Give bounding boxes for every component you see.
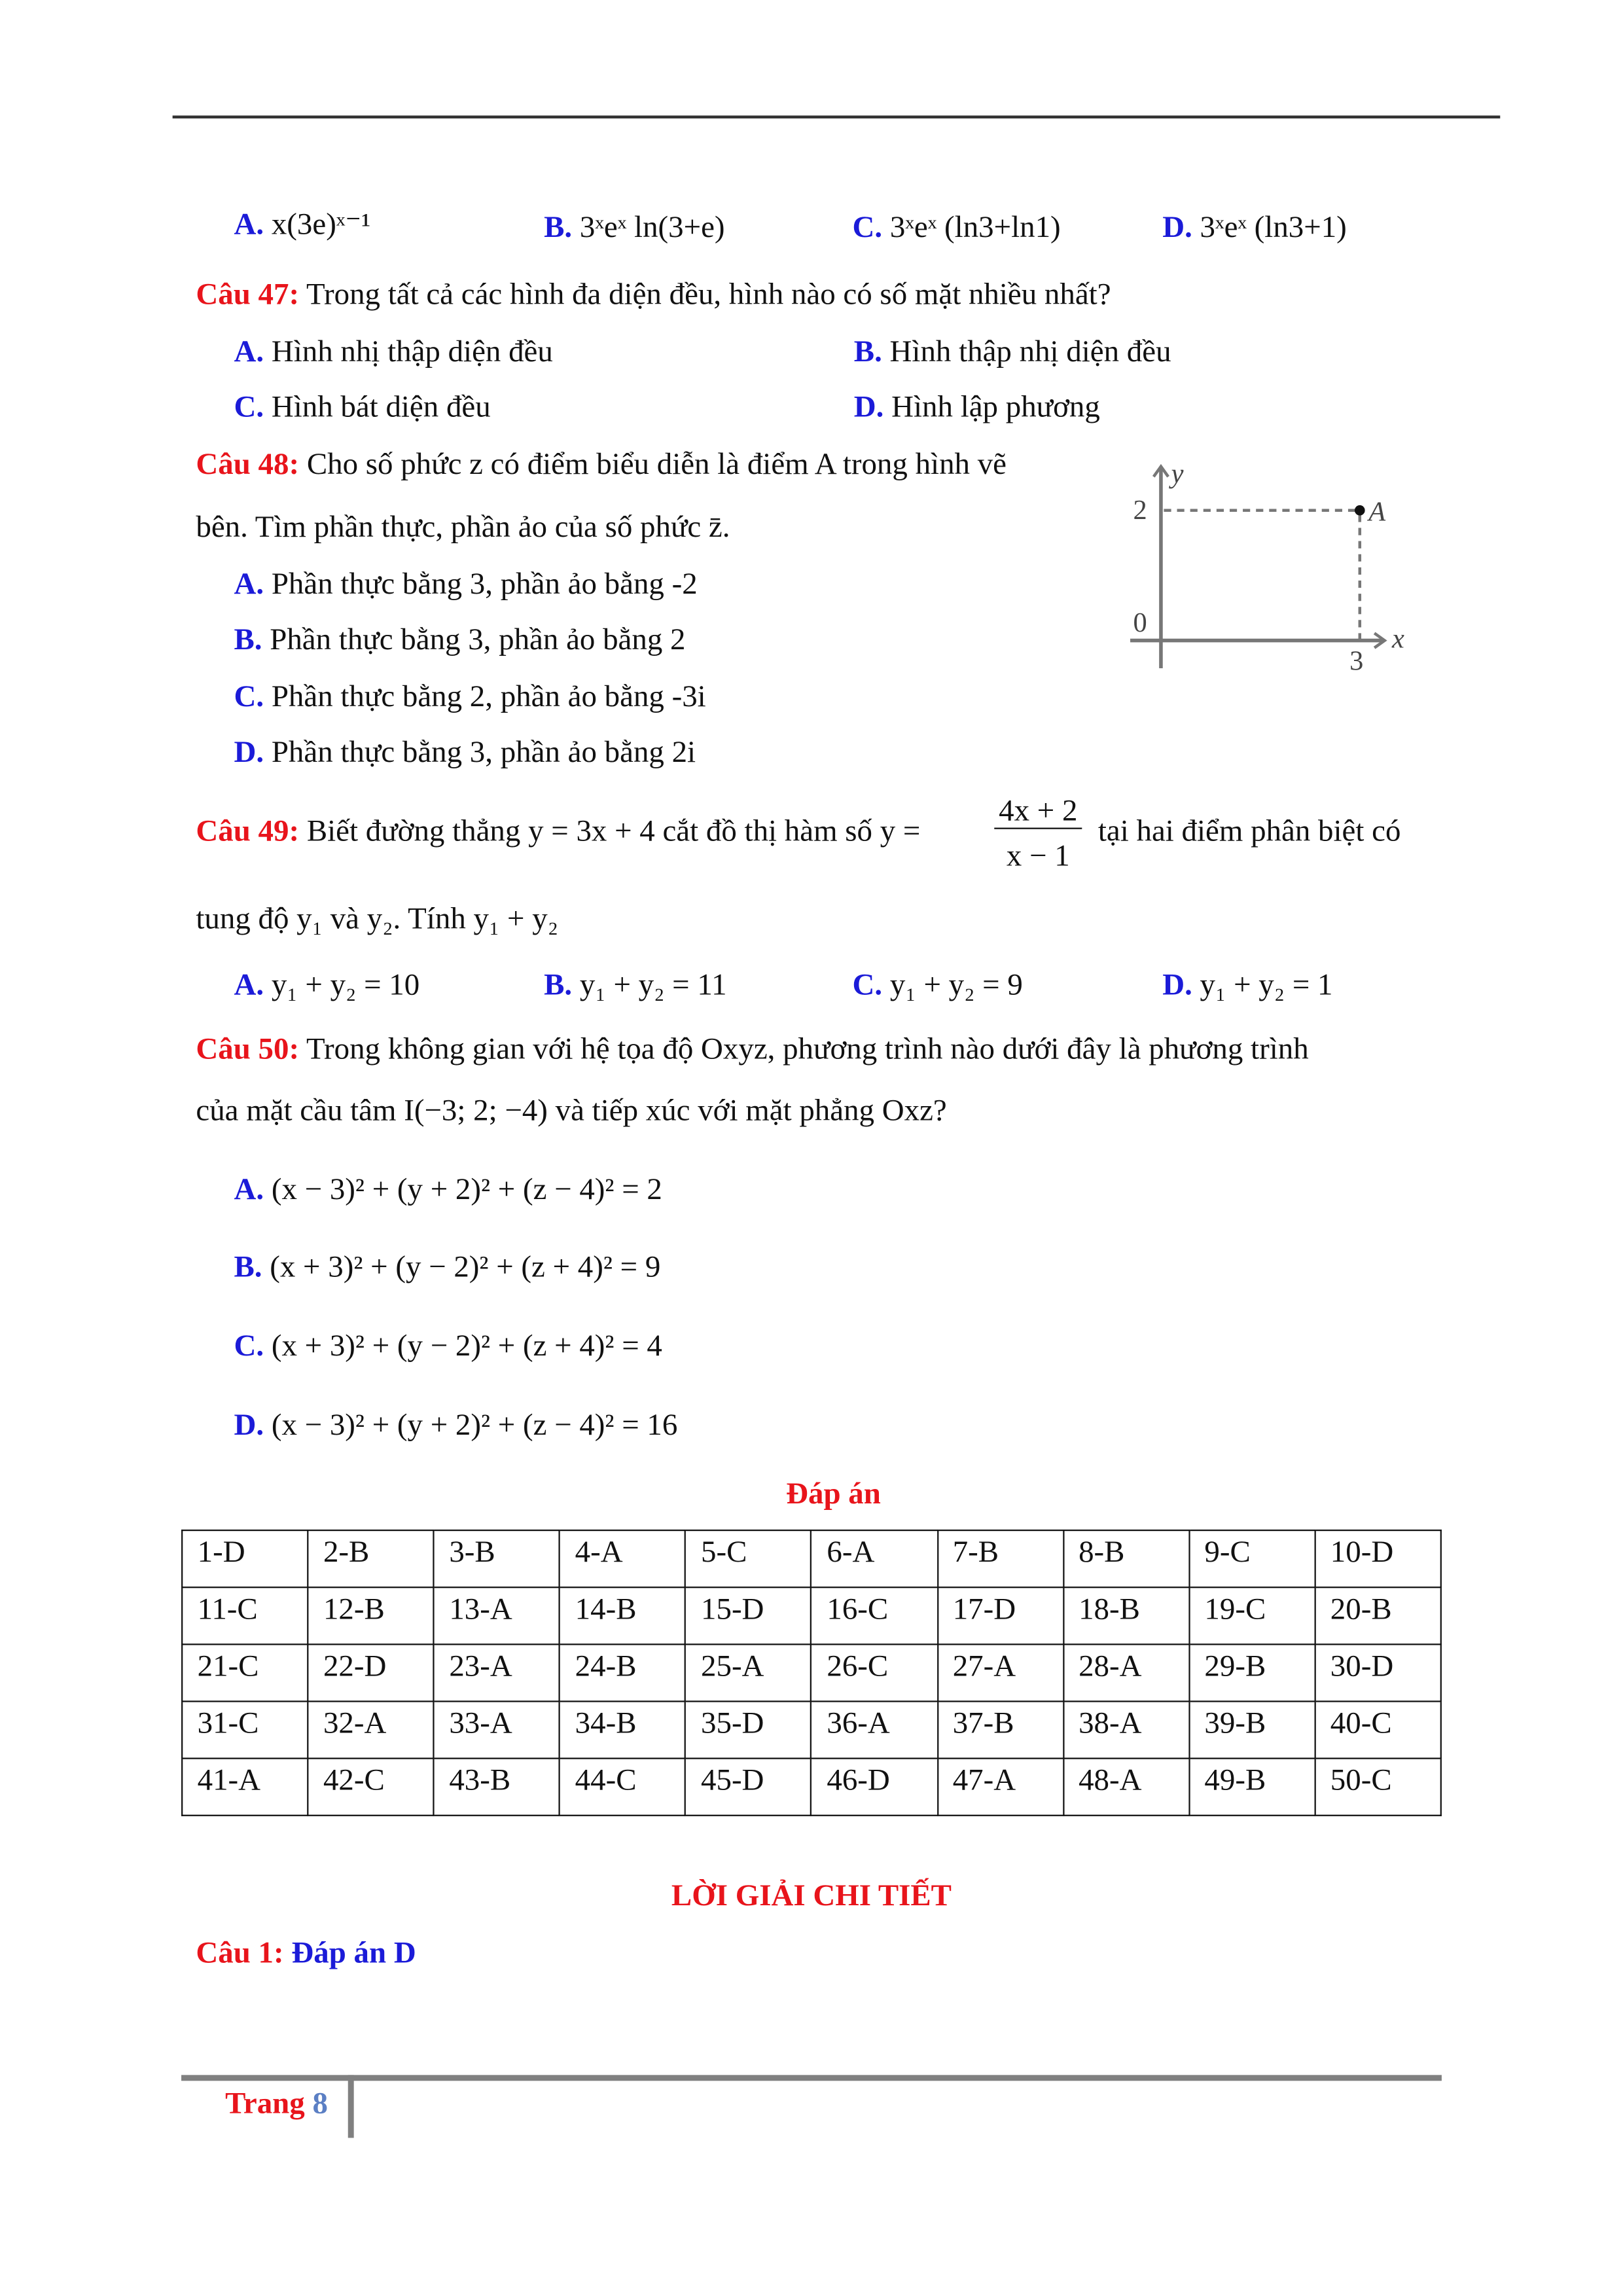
answer-key-table bbox=[181, 1530, 1442, 1816]
fraction-numerator: 4x + 2 bbox=[994, 793, 1082, 829]
question-number: Câu 48: bbox=[196, 446, 300, 482]
answer-row bbox=[182, 1759, 1441, 1816]
q48-option-a bbox=[234, 566, 697, 601]
y-tick-label: 2 bbox=[1133, 495, 1147, 526]
option-text: (x + 3)² + (y − 2)² + (z + 4)² = 9 bbox=[270, 1249, 661, 1284]
option-text: 3ˣeˣ (ln3+ln1) bbox=[889, 209, 1061, 245]
question-text: Biết đường thẳng y = 3x + 4 cắt đồ thị hàm số y = bbox=[306, 813, 921, 848]
question-text: Trong tất cả các hình đa diện đều, hình nào có số mặt nhiều nhất? bbox=[306, 276, 1111, 312]
option-label: D. bbox=[234, 734, 264, 770]
q47-question bbox=[196, 276, 1111, 312]
option-text: 3ˣeˣ ln(3+e) bbox=[579, 209, 725, 245]
option-label: A. bbox=[234, 966, 264, 1002]
option-label: B. bbox=[234, 1249, 262, 1284]
question-number: Câu 50: bbox=[196, 1031, 300, 1066]
q49-option-d bbox=[1162, 967, 1332, 1002]
answer-cell: 33-A bbox=[434, 1701, 560, 1758]
answer-cell: 21-C bbox=[182, 1644, 308, 1701]
option-text: Phần thực bằng 2, phần ảo bằng -3i bbox=[271, 678, 706, 714]
solution-heading: LỜI GIẢI CHI TIẾT bbox=[671, 1877, 952, 1913]
answer-cell: 10-D bbox=[1315, 1530, 1440, 1587]
answer-cell: 17-D bbox=[937, 1587, 1063, 1644]
q48-option-b bbox=[234, 622, 685, 657]
answer-row bbox=[182, 1530, 1441, 1587]
answer-row bbox=[182, 1587, 1441, 1644]
option-text: (x + 3)² + (y − 2)² + (z + 4)² = 4 bbox=[271, 1327, 662, 1363]
question-text: Trong không gian với hệ tọa độ Oxyz, phương trình nào dưới đây là phương trình bbox=[306, 1031, 1309, 1066]
option-label: A. bbox=[234, 206, 264, 242]
header-rule bbox=[173, 116, 1501, 118]
footer-rule bbox=[181, 2075, 1442, 2081]
question-number: Câu 47: bbox=[196, 276, 300, 312]
answer-cell: 14-B bbox=[560, 1587, 685, 1644]
option-label: B. bbox=[544, 966, 573, 1002]
option-text: (x − 3)² + (y + 2)² + (z − 4)² = 2 bbox=[271, 1171, 662, 1207]
q46-option-d bbox=[1162, 209, 1347, 244]
option-text: Phần thực bằng 3, phần ảo bằng 2 bbox=[270, 621, 686, 657]
q49-option-c bbox=[853, 967, 1023, 1002]
answer-cell: 9-C bbox=[1189, 1530, 1315, 1587]
page-value: 8 bbox=[312, 2085, 328, 2121]
answers-heading: Đáp án bbox=[786, 1475, 881, 1511]
answer-cell: 8-B bbox=[1063, 1530, 1189, 1587]
answer-cell: 46-D bbox=[812, 1759, 937, 1816]
option-text: Phần thực bằng 3, phần ảo bằng 2i bbox=[271, 734, 696, 770]
option-label: D. bbox=[1162, 966, 1192, 1002]
answer-cell: 28-A bbox=[1063, 1644, 1189, 1701]
answer-cell: 26-C bbox=[812, 1644, 937, 1701]
answer-cell: 34-B bbox=[560, 1701, 685, 1758]
option-label: D. bbox=[234, 1407, 264, 1442]
fraction-denominator: x − 1 bbox=[1006, 838, 1070, 873]
footer-divider bbox=[348, 2075, 354, 2138]
option-text: Hình bát diện đều bbox=[271, 389, 491, 424]
option-label: C. bbox=[234, 678, 264, 714]
question-text: Cho số phức z có điểm biểu diễn là điểm A trong hình vẽ bbox=[306, 446, 1007, 482]
q48-option-c bbox=[234, 679, 705, 714]
question-text-tail: tại hai điểm phân biệt có bbox=[1097, 813, 1401, 848]
answer-cell: 36-A bbox=[812, 1701, 937, 1758]
answer-cell: 42-C bbox=[308, 1759, 434, 1816]
question-number: Câu 49: bbox=[196, 813, 300, 848]
option-text: 3ˣeˣ (ln3+1) bbox=[1200, 209, 1347, 245]
answer-cell: 18-B bbox=[1063, 1587, 1189, 1644]
q50-option-c bbox=[234, 1328, 662, 1363]
answer-cell: 43-B bbox=[434, 1759, 560, 1816]
answer-cell: 47-A bbox=[937, 1759, 1063, 1816]
q47-option-a bbox=[234, 333, 552, 368]
q49-question bbox=[196, 813, 920, 848]
answer-cell: 25-A bbox=[686, 1644, 812, 1701]
answer-cell: 45-D bbox=[686, 1759, 812, 1816]
q46-option-b bbox=[544, 209, 724, 244]
answer-cell: 37-B bbox=[937, 1701, 1063, 1758]
q46-option-a bbox=[234, 206, 370, 242]
answer-cell: 11-C bbox=[182, 1587, 308, 1644]
option-label: C. bbox=[852, 209, 883, 245]
answer-cell: 24-B bbox=[560, 1644, 685, 1701]
x-axis-label: x bbox=[1391, 623, 1404, 655]
origin-label: 0 bbox=[1133, 607, 1147, 639]
q50-option-d bbox=[234, 1407, 677, 1442]
option-label: C. bbox=[852, 966, 883, 1002]
answer-cell: 23-A bbox=[434, 1644, 560, 1701]
complex-plane-figure bbox=[1123, 456, 1423, 675]
option-label: D. bbox=[853, 389, 884, 424]
answer-cell: 5-C bbox=[686, 1530, 812, 1587]
option-label: B. bbox=[544, 209, 573, 245]
q50-question bbox=[196, 1031, 1308, 1066]
answer-cell: 48-A bbox=[1063, 1759, 1189, 1816]
solution-number: Câu 1: bbox=[196, 1934, 284, 1970]
solution-1-heading bbox=[196, 1935, 416, 1970]
option-text: Hình lập phương bbox=[891, 389, 1100, 424]
option-label: B. bbox=[853, 333, 882, 369]
q46-option-c bbox=[853, 209, 1061, 244]
answer-cell: 30-D bbox=[1315, 1644, 1440, 1701]
answer-cell: 41-A bbox=[182, 1759, 308, 1816]
page-label: Trang bbox=[225, 2085, 305, 2121]
answer-cell: 49-B bbox=[1189, 1759, 1315, 1816]
point-a bbox=[1355, 505, 1365, 516]
answer-cell: 31-C bbox=[182, 1701, 308, 1758]
q47-option-d bbox=[854, 389, 1100, 424]
answer-cell: 27-A bbox=[937, 1644, 1063, 1701]
answer-cell: 1-D bbox=[182, 1530, 308, 1587]
answer-cell: 40-C bbox=[1315, 1701, 1440, 1758]
q50-option-b bbox=[234, 1249, 660, 1284]
q48-option-d bbox=[234, 734, 696, 770]
answer-cell: 20-B bbox=[1315, 1587, 1440, 1644]
answer-cell: 3-B bbox=[434, 1530, 560, 1587]
option-label: D. bbox=[1162, 209, 1192, 245]
answer-cell: 44-C bbox=[560, 1759, 685, 1816]
solution-answer: Đáp án D bbox=[291, 1934, 416, 1970]
option-label: C. bbox=[234, 389, 264, 424]
option-label: A. bbox=[234, 1171, 264, 1207]
answer-cell: 16-C bbox=[812, 1587, 937, 1644]
question-text-line2: tung độ y₁ và y₂. Tính y₁ + y₂ bbox=[196, 901, 559, 936]
answer-cell: 13-A bbox=[434, 1587, 560, 1644]
option-text: y₁ + y₂ = 10 bbox=[271, 966, 420, 1002]
q47-option-c bbox=[234, 389, 490, 424]
answer-cell: 12-B bbox=[308, 1587, 434, 1644]
option-text: Hình thập nhị diện đều bbox=[889, 333, 1171, 369]
answer-cell: 15-D bbox=[686, 1587, 812, 1644]
option-label: B. bbox=[234, 621, 262, 657]
q47-option-b bbox=[854, 333, 1171, 368]
y-axis-label: y bbox=[1171, 458, 1184, 490]
option-label: A. bbox=[234, 333, 264, 369]
answer-cell: 50-C bbox=[1315, 1759, 1440, 1816]
answer-cell: 38-A bbox=[1063, 1701, 1189, 1758]
point-a-label: A bbox=[1368, 496, 1386, 528]
answer-cell: 19-C bbox=[1189, 1587, 1315, 1644]
option-text: y₁ + y₂ = 9 bbox=[889, 966, 1023, 1002]
answer-row bbox=[182, 1701, 1441, 1758]
question-text-line2: của mặt cầu tâm I(−3; 2; −4) và tiếp xúc với mặt phẳng Oxz? bbox=[196, 1092, 947, 1128]
q49-option-a bbox=[234, 967, 419, 1002]
answer-cell: 4-A bbox=[560, 1530, 685, 1587]
x-tick-label: 3 bbox=[1349, 645, 1364, 676]
answer-cell: 22-D bbox=[308, 1644, 434, 1701]
option-text: y₁ + y₂ = 11 bbox=[579, 966, 727, 1002]
option-text: y₁ + y₂ = 1 bbox=[1200, 966, 1333, 1002]
option-text: (x − 3)² + (y + 2)² + (z − 4)² = 16 bbox=[271, 1407, 678, 1442]
q50-option-a bbox=[234, 1172, 662, 1207]
answer-cell: 39-B bbox=[1189, 1701, 1315, 1758]
option-text: x(3e)ˣ⁻¹ bbox=[271, 206, 371, 242]
answer-cell: 29-B bbox=[1189, 1644, 1315, 1701]
page-number bbox=[225, 2085, 328, 2121]
q49-option-b bbox=[544, 967, 726, 1002]
answer-cell: 6-A bbox=[812, 1530, 937, 1587]
answer-cell: 7-B bbox=[937, 1530, 1063, 1587]
option-label: A. bbox=[234, 565, 264, 601]
answer-cell: 32-A bbox=[308, 1701, 434, 1758]
answer-row bbox=[182, 1644, 1441, 1701]
answer-cell: 2-B bbox=[308, 1530, 434, 1587]
option-text: Phần thực bằng 3, phần ảo bằng -2 bbox=[271, 565, 698, 601]
option-label: C. bbox=[234, 1327, 264, 1363]
answer-cell: 35-D bbox=[686, 1701, 812, 1758]
q48-question bbox=[196, 446, 1007, 481]
option-text: Hình nhị thập diện đều bbox=[271, 333, 553, 369]
question-text-line2: bên. Tìm phần thực, phần ảo của số phức z̄. bbox=[196, 509, 730, 545]
